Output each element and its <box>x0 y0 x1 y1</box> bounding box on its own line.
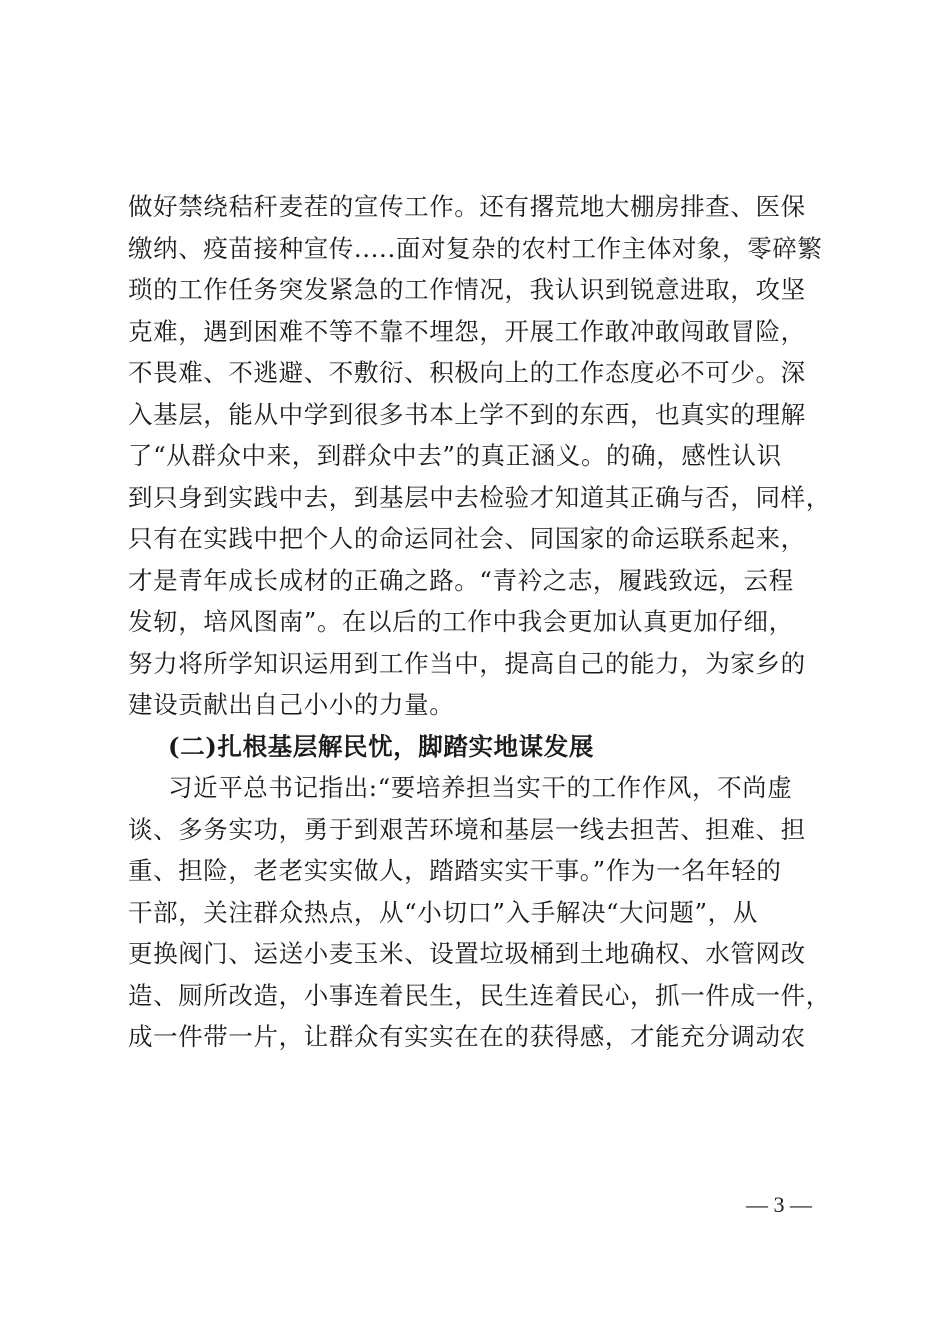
paragraph-line: 了“从群众中来，到群众中去”的真正涵义。的确，感性认识 <box>128 441 782 470</box>
paragraph-line: 重、担险，老老实实做人，踏踏实实干事。”作为一名年轻的 <box>128 856 782 885</box>
paragraph-line: 干部，关注群众热点，从“小切口”入手解决“大问题”，从 <box>128 897 758 927</box>
body-text <box>128 186 831 1058</box>
section-heading: (二)扎根基层解民忧，脚踏实地谋发展 <box>168 731 594 761</box>
paragraph-line: 克难，遇到困难不等不靠不埋怨，开展工作敢冲敢闯敢冒险， <box>128 316 806 346</box>
paragraph-line: 建设贡献出自己小小的力量。 <box>128 690 455 719</box>
paragraph-line: 到只身到实践中去，到基层中去检验才知道其正确与否，同样， <box>128 482 831 512</box>
paragraph-line: 做好禁绕秸秆麦茬的宣传工作。还有撂荒地大棚房排查、医保 <box>128 192 806 221</box>
paragraph-line: 缴纳、疫苗接种宣传.....面对复杂的农村工作主体对象，零碎繁 <box>128 233 823 263</box>
paragraph-line: 不畏难、不逃避、不敷衍、积极向上的工作态度必不可少。深 <box>128 358 806 387</box>
paragraph-line: 习近平总书记指出:“要培养担当实干的工作作风，不尚虚 <box>168 773 793 802</box>
paragraph-line: 谈、多务实功，勇于到艰苦环境和基层一线去担苦、担难、担 <box>128 814 806 844</box>
paragraph-line: 发轫，培风图南”。在以后的工作中我会更加认真更加仔细， <box>128 607 794 636</box>
page-number: — 3 — <box>746 1192 812 1217</box>
paragraph-line: 只有在实践中把个人的命运同社会、同国家的命运联系起来， <box>128 524 806 553</box>
paragraph-line: 努力将所学知识运用到工作当中，提高自己的能力，为家乡的 <box>128 648 806 678</box>
paragraph-line: 更换阀门、运送小麦玉米、设置垃圾桶到土地确权、水管网改 <box>128 939 806 968</box>
paragraph-line: 入基层，能从中学到很多书本上学不到的东西，也真实的理解 <box>128 399 806 429</box>
paragraph-line: 造、厕所改造，小事连着民生，民生连着民心，抓一件成一件， <box>128 980 831 1010</box>
paragraph-line: 才是青年成长成材的正确之路。“青衿之志，履践致远，云程 <box>128 565 794 595</box>
paragraph-line: 琐的工作任务突发紧急的工作情况，我认识到锐意进取，攻坚 <box>128 275 806 304</box>
paragraph-line: 成一件带一片，让群众有实实在在的获得感，才能充分调动农 <box>128 1022 806 1051</box>
